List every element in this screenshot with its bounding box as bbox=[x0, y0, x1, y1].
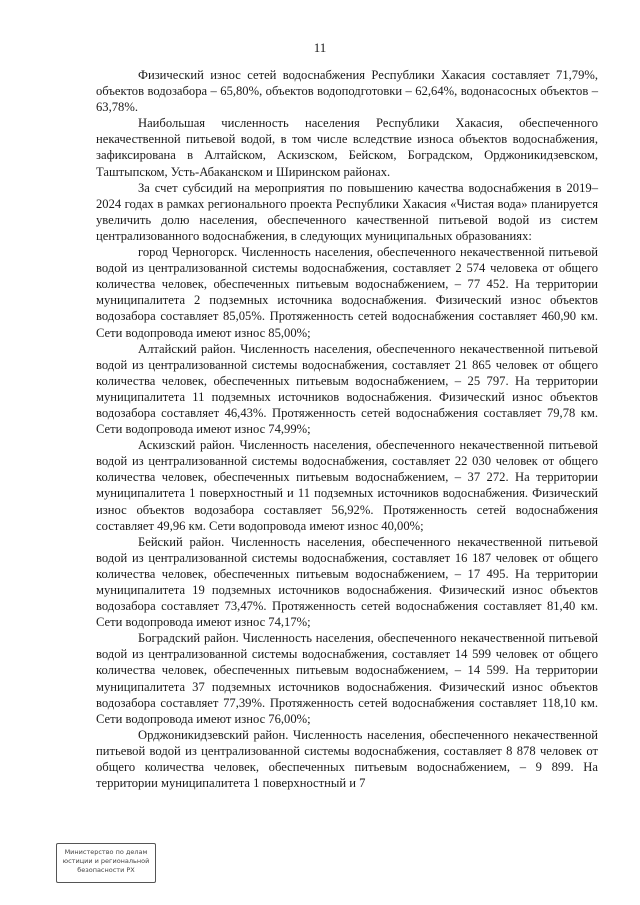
paragraph-subsidies-intro: За счет субсидий на мероприятия по повышению качества водоснабжения в 2019–2024 годах в рамках регионального проекта Республики Хакасия «Чистая вода» планируется увеличить долю населения, обеспеченного качественной питьевой водой из систем централизованного водоснабжения, в следующих муниципальных образованиях: bbox=[96, 180, 598, 243]
paragraph-altaysky: Алтайский район. Численность населения, обеспеченного некачественной питьевой водой из централизованной системы водоснабжения, составляет 21 865 человек от общего количества человек, обеспеченных питьевым водоснабжением, – 25 797. На территории муниципалитета 11 подземных источников водоснабжения. Физический износ объектов водозабора составляет 46,43%. Протяженность сетей водоснабжения составляет 79,78 км. Сети водопровода имеют износ 74,99%; bbox=[96, 341, 598, 437]
paragraph-beysky: Бейский район. Численность населения, обеспеченного некачественной питьевой водой из централизованной системы водоснабжения, составляет 16 187 человек от общего количества человек, обеспеченных питьевым водоснабжением, – 17 495. На территории муниципалитета 19 подземных источников водоснабжения. Физический износ объектов водозабора составляет 73,47%. Протяженность сетей водоснабжения составляет 81,40 км. Сети водопровода имеют износ 74,17%; bbox=[96, 534, 598, 630]
stamp-line: безопасности РХ bbox=[77, 866, 135, 874]
document-body bbox=[96, 67, 598, 791]
paragraph-network-wear: Физический износ сетей водоснабжения Республики Хакасия составляет 71,79%, объектов водозабора – 65,80%, объектов водоподготовки – 62,64%, водонасосных объектов – 63,78%. bbox=[96, 68, 598, 115]
stamp-line: Министерство по делам bbox=[64, 848, 148, 856]
registration-stamp bbox=[56, 843, 156, 883]
paragraph-ordzhonikidzevsky: Орджоникидзевский район. Численность населения, обеспеченного некачественной питьевой водой из централизованной системы водоснабжения, составляет 8 878 человек от общего количества человек, обеспеченных питьевым водоснабжением, – 9 899. На территории муниципалитета 1 поверхностный и 7 bbox=[96, 727, 598, 791]
page-number: 11 bbox=[313, 40, 327, 55]
stamp-line: юстиции и региональной bbox=[62, 857, 150, 865]
paragraph-askizsky: Аскизский район. Численность населения, обеспеченного некачественной питьевой водой из централизованной системы водоснабжения, составляет 22 030 человек от общего количества человек, обеспеченных питьевым водоснабжением, – 37 272. На территории муниципалитета 1 поверхностный и 11 подземных источников водоснабжения. Физический износ объектов водозабора составляет 56,92%. Протяженность сетей водоснабжения составляет 49,96 км. Сети водопровода имеют износ 40,00%; bbox=[96, 438, 598, 533]
paragraph-affected-districts: Наибольшая численность населения Республики Хакасия, обеспеченного некачественной питьевой водой, в том числе вследствие износа объектов водоснабжения, зафиксирована в Алтайском, Аскизском, Бейском, Боградском, Орджоникидзевском, Таштыпском, Усть-Абаканском и Ширинском районах. bbox=[96, 116, 598, 179]
paragraph-chernogorsk: город Черногорск. Численность населения, обеспеченного некачественной питьевой водой из централизованной системы водоснабжения, составляет 2 574 человека от общего количества человек, обеспеченных питьевым водоснабжением, – 77 452. На территории муниципалитета 2 подземных источника водоснабжения. Физический износ объектов водозабора составляет 85,05%. Протяженность сетей водоснабжения составляет 460,90 км. Сети водопровода имеют износ 85,00%; bbox=[96, 245, 598, 340]
paragraph-bogradsky: Боградский район. Численность населения, обеспеченного некачественной питьевой водой из централизованной системы водоснабжения, составляет 14 599 человек от общего количества человек, обеспеченных питьевым водоснабжением, – 14 599. На территории муниципалитета 37 подземных источников водоснабжения. Физический износ объектов водозабора составляет 77,39%. Протяженность сетей водоснабжения составляет 118,10 км. Сети водопровода имеют износ 76,00%; bbox=[96, 631, 598, 726]
